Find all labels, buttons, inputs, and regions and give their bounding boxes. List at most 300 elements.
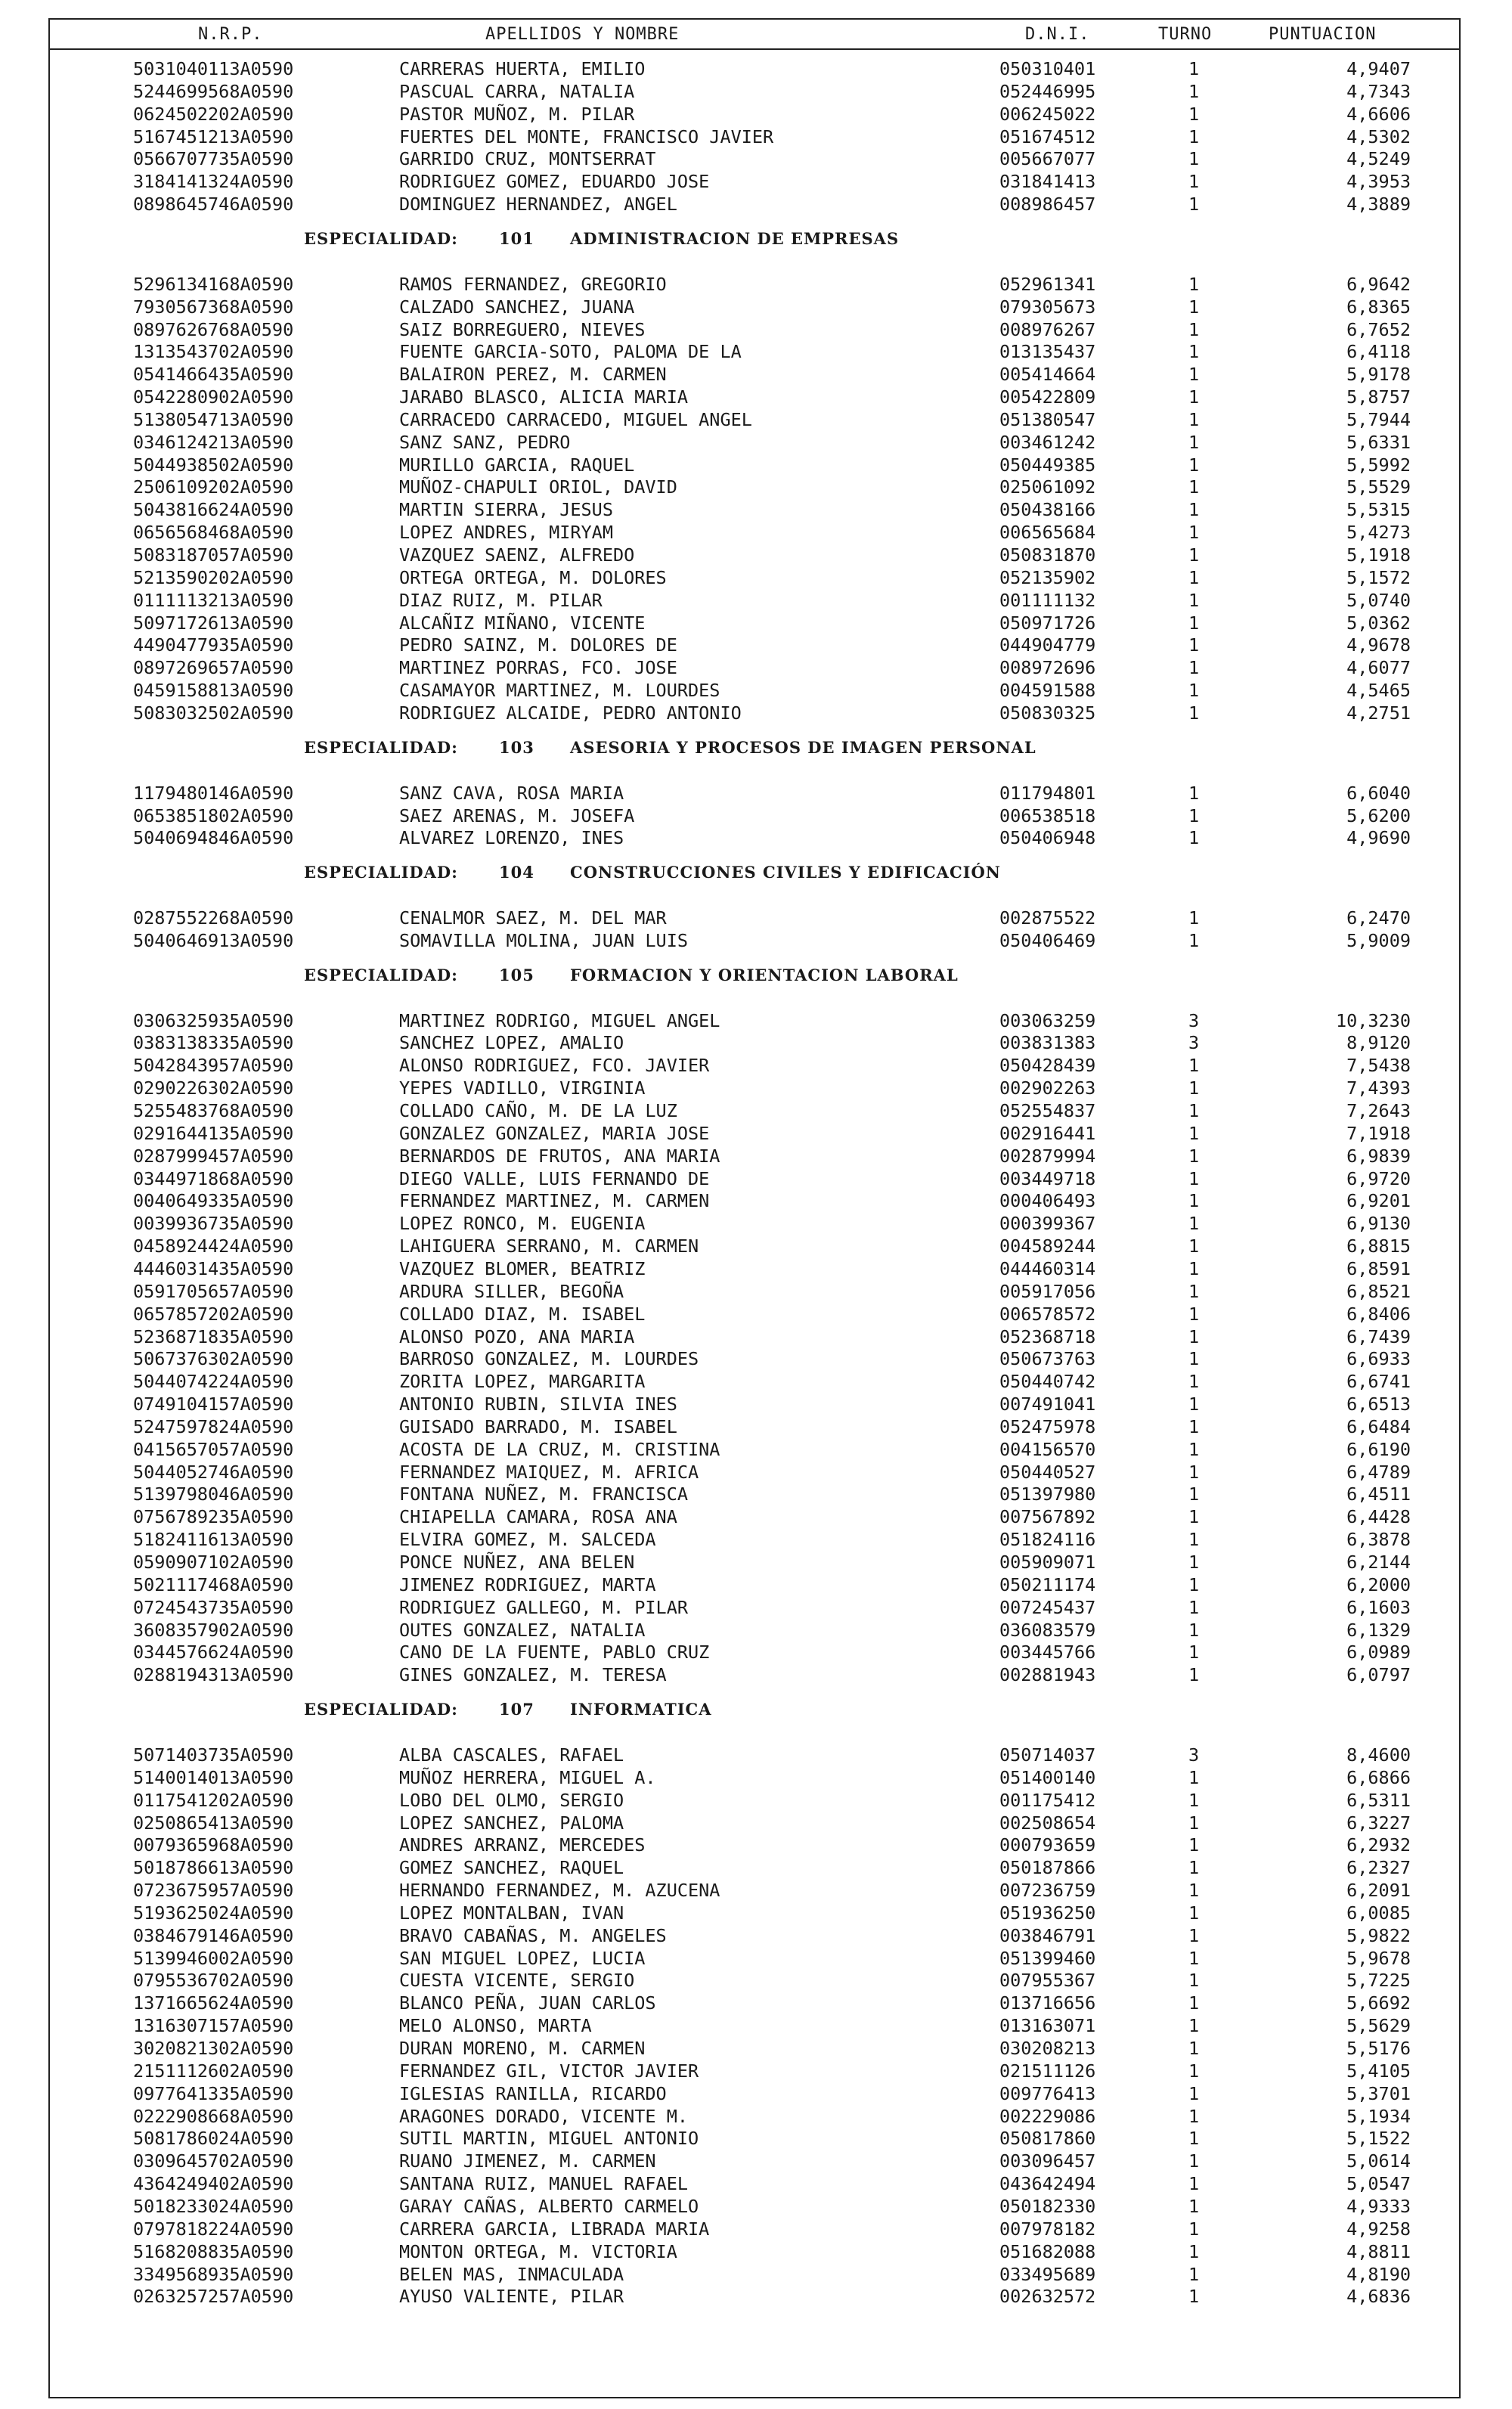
name-cell: RODRIGUEZ ALCAIDE, PEDRO ANTONIO bbox=[399, 702, 742, 724]
dni-cell: 006245022 bbox=[999, 103, 1096, 125]
turno-cell: 1 bbox=[1188, 364, 1200, 386]
nrp-cell: 1371665624A0590 bbox=[133, 1992, 294, 2014]
turno-cell: 1 bbox=[1188, 2150, 1200, 2172]
nrp-cell: 5018786613A0590 bbox=[133, 1857, 294, 1879]
dni-cell: 050440742 bbox=[999, 1371, 1096, 1393]
turno-cell: 1 bbox=[1188, 1394, 1200, 1415]
puntuacion-cell: 6,0797 bbox=[1346, 1664, 1411, 1686]
dni-cell: 009776413 bbox=[999, 2082, 1096, 2104]
header-turno: TURNO bbox=[1158, 25, 1213, 44]
nrp-cell: 0724543735A0590 bbox=[133, 1596, 294, 1618]
table-row bbox=[50, 1280, 1459, 1303]
table-row bbox=[50, 1054, 1459, 1077]
turno-cell: 1 bbox=[1188, 1552, 1200, 1573]
dni-cell: 051397980 bbox=[999, 1484, 1096, 1505]
table-row bbox=[50, 1969, 1459, 1992]
dni-cell: 051682088 bbox=[999, 2240, 1096, 2262]
turno-cell: 1 bbox=[1188, 1303, 1200, 1325]
dni-cell: 050971726 bbox=[999, 612, 1096, 634]
dni-cell: 050440527 bbox=[999, 1461, 1096, 1483]
nrp-cell: 2506109202A0590 bbox=[133, 476, 294, 498]
table-row bbox=[50, 1924, 1459, 1947]
table-row bbox=[50, 57, 1459, 80]
nrp-cell: 5067376302A0590 bbox=[133, 1348, 294, 1370]
name-cell: CASAMAYOR MARTINEZ, M. LOURDES bbox=[399, 680, 720, 702]
dni-cell: 002916441 bbox=[999, 1122, 1096, 1144]
turno-cell: 1 bbox=[1188, 296, 1200, 318]
name-cell: ELVIRA GOMEZ, M. SALCEDA bbox=[399, 1529, 656, 1551]
turno-cell: 1 bbox=[1188, 1122, 1200, 1144]
name-cell: CARRACEDO CARRACEDO, MIGUEL ANGEL bbox=[399, 408, 752, 430]
dni-cell: 013716656 bbox=[999, 1992, 1096, 2014]
nrp-cell: 3349568935A0590 bbox=[133, 2263, 294, 2285]
dni-cell: 050438166 bbox=[999, 499, 1096, 521]
dni-cell: 001175412 bbox=[999, 1789, 1096, 1811]
dni-cell: 007245437 bbox=[999, 1596, 1096, 1618]
dni-cell: 006565684 bbox=[999, 522, 1096, 544]
turno-cell: 1 bbox=[1188, 544, 1200, 566]
name-cell: MUÑOZ HERRERA, MIGUEL A. bbox=[399, 1766, 656, 1788]
nrp-cell: 0749104157A0590 bbox=[133, 1394, 294, 1415]
table-row bbox=[50, 170, 1459, 193]
dni-cell: 003461242 bbox=[999, 431, 1096, 453]
name-cell: SOMAVILLA MOLINA, JUAN LUIS bbox=[399, 929, 689, 951]
dni-cell: 008976267 bbox=[999, 318, 1096, 340]
turno-cell: 1 bbox=[1188, 1947, 1200, 1969]
puntuacion-cell: 10,3230 bbox=[1335, 1009, 1411, 1031]
turno-cell: 1 bbox=[1188, 1145, 1200, 1167]
turno-cell: 1 bbox=[1188, 1664, 1200, 1686]
name-cell: ALCAÑIZ MIÑANO, VICENTE bbox=[399, 612, 646, 634]
nrp-cell: 0383138335A0590 bbox=[133, 1032, 294, 1054]
table-row bbox=[50, 193, 1459, 215]
table-row bbox=[50, 296, 1459, 318]
nrp-cell: 0290226302A0590 bbox=[133, 1077, 294, 1099]
name-cell: FONTANA NUÑEZ, M. FRANCISCA bbox=[399, 1484, 689, 1505]
puntuacion-cell: 5,5315 bbox=[1346, 499, 1411, 521]
dni-cell: 050831870 bbox=[999, 544, 1096, 566]
turno-cell: 1 bbox=[1188, 1236, 1200, 1257]
name-cell: GARAY CAÑAS, ALBERTO CARMELO bbox=[399, 2195, 699, 2217]
dni-cell: 003096457 bbox=[999, 2150, 1096, 2172]
turno-cell: 1 bbox=[1188, 476, 1200, 498]
nrp-cell: 1313543702A0590 bbox=[133, 341, 294, 363]
turno-cell: 1 bbox=[1188, 2082, 1200, 2104]
nrp-cell: 5167451213A0590 bbox=[133, 126, 294, 147]
puntuacion-cell: 5,0740 bbox=[1346, 589, 1411, 611]
name-cell: GOMEZ SANCHEZ, RAQUEL bbox=[399, 1857, 624, 1879]
dni-cell: 006578572 bbox=[999, 1303, 1096, 1325]
turno-cell: 1 bbox=[1188, 1415, 1200, 1437]
table-row bbox=[50, 1461, 1459, 1484]
name-cell: ZORITA LOPEZ, MARGARITA bbox=[399, 1371, 646, 1393]
table-row bbox=[50, 1663, 1459, 1686]
dni-cell: 002881943 bbox=[999, 1664, 1096, 1686]
puntuacion-cell: 4,9678 bbox=[1346, 634, 1411, 656]
table-row bbox=[50, 1167, 1459, 1190]
puntuacion-cell: 5,0547 bbox=[1346, 2173, 1411, 2195]
puntuacion-cell: 4,9407 bbox=[1346, 58, 1411, 79]
table-row bbox=[50, 679, 1459, 702]
table-row bbox=[50, 1744, 1459, 1766]
dni-cell: 043642494 bbox=[999, 2173, 1096, 2195]
puntuacion-cell: 4,3953 bbox=[1346, 171, 1411, 193]
nrp-cell: 0542280902A0590 bbox=[133, 386, 294, 408]
name-cell: ANDRES ARRANZ, MERCEDES bbox=[399, 1834, 646, 1856]
dni-cell: 003831383 bbox=[999, 1032, 1096, 1054]
puntuacion-cell: 5,4273 bbox=[1346, 522, 1411, 544]
dni-cell: 007955367 bbox=[999, 1970, 1096, 1992]
section-title: CONSTRUCCIONES CIVILES Y EDIFICACIÓN bbox=[570, 863, 1001, 882]
dni-cell: 003449718 bbox=[999, 1167, 1096, 1189]
puntuacion-cell: 6,0085 bbox=[1346, 1902, 1411, 1924]
table-row bbox=[50, 1122, 1459, 1145]
turno-cell: 1 bbox=[1188, 1924, 1200, 1946]
turno-cell: 1 bbox=[1188, 566, 1200, 588]
nrp-cell: 0384679146A0590 bbox=[133, 1924, 294, 1946]
puntuacion-cell: 6,3878 bbox=[1346, 1529, 1411, 1551]
turno-cell: 1 bbox=[1188, 2286, 1200, 2308]
dni-cell: 001111132 bbox=[999, 589, 1096, 611]
dni-cell: 006538518 bbox=[999, 805, 1096, 826]
turno-cell: 1 bbox=[1188, 2015, 1200, 2037]
puntuacion-cell: 6,9130 bbox=[1346, 1213, 1411, 1235]
puntuacion-cell: 4,8190 bbox=[1346, 2263, 1411, 2285]
dni-cell: 052368718 bbox=[999, 1325, 1096, 1347]
puntuacion-cell: 7,5438 bbox=[1346, 1055, 1411, 1077]
nrp-cell: 1316307157A0590 bbox=[133, 2015, 294, 2037]
puntuacion-cell: 6,2932 bbox=[1346, 1834, 1411, 1856]
puntuacion-cell: 6,2000 bbox=[1346, 1573, 1411, 1595]
name-cell: MUÑOZ-CHAPULI ORIOL, DAVID bbox=[399, 476, 677, 498]
table-row bbox=[50, 340, 1459, 363]
puntuacion-cell: 4,6077 bbox=[1346, 657, 1411, 679]
puntuacion-cell: 5,8757 bbox=[1346, 386, 1411, 408]
nrp-cell: 5296134168A0590 bbox=[133, 273, 294, 295]
table-row bbox=[50, 498, 1459, 521]
puntuacion-cell: 5,0362 bbox=[1346, 612, 1411, 634]
puntuacion-cell: 6,7652 bbox=[1346, 318, 1411, 340]
puntuacion-cell: 6,8365 bbox=[1346, 296, 1411, 318]
dni-cell: 052446995 bbox=[999, 80, 1096, 102]
turno-cell: 3 bbox=[1188, 1032, 1200, 1054]
puntuacion-cell: 4,5465 bbox=[1346, 680, 1411, 702]
table-row bbox=[50, 1212, 1459, 1235]
turno-cell: 1 bbox=[1188, 657, 1200, 679]
puntuacion-cell: 5,5529 bbox=[1346, 476, 1411, 498]
nrp-cell: 0111113213A0590 bbox=[133, 589, 294, 611]
puntuacion-cell: 6,6866 bbox=[1346, 1766, 1411, 1788]
turno-cell: 1 bbox=[1188, 318, 1200, 340]
name-cell: MONTON ORTEGA, M. VICTORIA bbox=[399, 2240, 677, 2262]
nrp-cell: 5168208835A0590 bbox=[133, 2240, 294, 2262]
name-cell: BARROSO GONZALEZ, M. LOURDES bbox=[399, 1348, 699, 1370]
dni-cell: 011794801 bbox=[999, 782, 1096, 804]
turno-cell: 1 bbox=[1188, 408, 1200, 430]
nrp-cell: 5140014013A0590 bbox=[133, 1766, 294, 1788]
section-heading bbox=[50, 228, 1459, 250]
puntuacion-cell: 5,6200 bbox=[1346, 805, 1411, 826]
name-cell: GINES GONZALEZ, M. TERESA bbox=[399, 1664, 667, 1686]
dni-cell: 044904779 bbox=[999, 634, 1096, 656]
table-row bbox=[50, 1325, 1459, 1348]
dni-cell: 052135902 bbox=[999, 566, 1096, 588]
puntuacion-cell: 6,8521 bbox=[1346, 1280, 1411, 1302]
name-cell: DIAZ RUIZ, M. PILAR bbox=[399, 589, 603, 611]
turno-cell: 1 bbox=[1188, 907, 1200, 929]
nrp-cell: 5236871835A0590 bbox=[133, 1325, 294, 1347]
nrp-cell: 0797818224A0590 bbox=[133, 2218, 294, 2240]
name-cell: FERNANDEZ GIL, VICTOR JAVIER bbox=[399, 2060, 699, 2082]
nrp-cell: 5083187057A0590 bbox=[133, 544, 294, 566]
puntuacion-cell: 4,9258 bbox=[1346, 2218, 1411, 2240]
name-cell: ORTEGA ORTEGA, M. DOLORES bbox=[399, 566, 667, 588]
table-row bbox=[50, 656, 1459, 679]
nrp-cell: 0346124213A0590 bbox=[133, 431, 294, 453]
nrp-cell: 5182411613A0590 bbox=[133, 1529, 294, 1551]
nrp-cell: 0263257257A0590 bbox=[133, 2286, 294, 2308]
section-heading bbox=[50, 736, 1459, 759]
nrp-cell: 0117541202A0590 bbox=[133, 1789, 294, 1811]
turno-cell: 1 bbox=[1188, 1257, 1200, 1279]
name-cell: ARDURA SILLER, BEGOÑA bbox=[399, 1280, 624, 1302]
turno-cell: 1 bbox=[1188, 1167, 1200, 1189]
puntuacion-cell: 6,4118 bbox=[1346, 341, 1411, 363]
table-row bbox=[50, 1528, 1459, 1551]
table-row bbox=[50, 826, 1459, 849]
name-cell: CARRERAS HUERTA, EMILIO bbox=[399, 58, 646, 79]
puntuacion-cell: 6,6741 bbox=[1346, 1371, 1411, 1393]
dni-cell: 030208213 bbox=[999, 2038, 1096, 2059]
puntuacion-cell: 6,1603 bbox=[1346, 1596, 1411, 1618]
nrp-cell: 0415657057A0590 bbox=[133, 1438, 294, 1460]
puntuacion-cell: 6,6484 bbox=[1346, 1415, 1411, 1437]
table-row bbox=[50, 2037, 1459, 2060]
turno-cell: 1 bbox=[1188, 522, 1200, 544]
name-cell: CARRERA GARCIA, LIBRADA MARIA bbox=[399, 2218, 710, 2240]
table-row bbox=[50, 1145, 1459, 1167]
name-cell: LOPEZ ANDRES, MIRYAM bbox=[399, 522, 613, 544]
dni-cell: 025061092 bbox=[999, 476, 1096, 498]
table-row bbox=[50, 1415, 1459, 1438]
puntuacion-cell: 4,5249 bbox=[1346, 148, 1411, 170]
nrp-cell: 0306325935A0590 bbox=[133, 1009, 294, 1031]
turno-cell: 1 bbox=[1188, 80, 1200, 102]
section-heading bbox=[50, 861, 1459, 884]
puntuacion-cell: 6,4428 bbox=[1346, 1506, 1411, 1528]
nrp-cell: 7930567368A0590 bbox=[133, 296, 294, 318]
puntuacion-cell: 5,1522 bbox=[1346, 2128, 1411, 2150]
dni-cell: 050673763 bbox=[999, 1348, 1096, 1370]
dni-cell: 007978182 bbox=[999, 2218, 1096, 2240]
table-row bbox=[50, 782, 1459, 805]
section-label: ESPECIALIDAD: bbox=[304, 228, 458, 248]
table-row bbox=[50, 147, 1459, 170]
name-cell: FUENTE GARCIA-SOTO, PALOMA DE LA bbox=[399, 341, 742, 363]
nrp-cell: 0898645746A0590 bbox=[133, 194, 294, 215]
dni-cell: 033495689 bbox=[999, 2263, 1096, 2285]
nrp-cell: 0977641335A0590 bbox=[133, 2082, 294, 2104]
table-header bbox=[50, 20, 1459, 50]
nrp-cell: 4364249402A0590 bbox=[133, 2173, 294, 2195]
turno-cell: 1 bbox=[1188, 2240, 1200, 2262]
nrp-cell: 0079365968A0590 bbox=[133, 1834, 294, 1856]
dni-cell: 000399367 bbox=[999, 1213, 1096, 1235]
puntuacion-cell: 6,2144 bbox=[1346, 1552, 1411, 1573]
puntuacion-cell: 4,6836 bbox=[1346, 2286, 1411, 2308]
dni-cell: 051380547 bbox=[999, 408, 1096, 430]
table-row bbox=[50, 1303, 1459, 1325]
name-cell: LOBO DEL OLMO, SERGIO bbox=[399, 1789, 624, 1811]
nrp-cell: 0795536702A0590 bbox=[133, 1970, 294, 1992]
table-row bbox=[50, 1551, 1459, 1573]
dni-cell: 050211174 bbox=[999, 1573, 1096, 1595]
nrp-cell: 5083032502A0590 bbox=[133, 702, 294, 724]
nrp-cell: 0657857202A0590 bbox=[133, 1303, 294, 1325]
name-cell: BALAIRON PEREZ, M. CARMEN bbox=[399, 364, 667, 386]
turno-cell: 1 bbox=[1188, 1484, 1200, 1505]
name-cell: RAMOS FERNANDEZ, GREGORIO bbox=[399, 273, 667, 295]
nrp-cell: 3608357902A0590 bbox=[133, 1619, 294, 1641]
name-cell: ALBA CASCALES, RAFAEL bbox=[399, 1744, 624, 1766]
turno-cell: 1 bbox=[1188, 1834, 1200, 1856]
puntuacion-cell: 5,6331 bbox=[1346, 431, 1411, 453]
puntuacion-cell: 6,6190 bbox=[1346, 1438, 1411, 1460]
header-dni: D.N.I. bbox=[1025, 25, 1090, 44]
puntuacion-cell: 8,9120 bbox=[1346, 1032, 1411, 1054]
header-nrp: N.R.P. bbox=[198, 25, 263, 44]
nrp-cell: 3184141324A0590 bbox=[133, 171, 294, 193]
table-row bbox=[50, 805, 1459, 827]
dni-cell: 036083579 bbox=[999, 1619, 1096, 1641]
nrp-cell: 0309645702A0590 bbox=[133, 2150, 294, 2172]
dni-cell: 051936250 bbox=[999, 1902, 1096, 1924]
dni-cell: 051824116 bbox=[999, 1529, 1096, 1551]
name-cell: IGLESIAS RANILLA, RICARDO bbox=[399, 2082, 667, 2104]
turno-cell: 1 bbox=[1188, 2218, 1200, 2240]
turno-cell: 1 bbox=[1188, 2173, 1200, 2195]
name-cell: AYUSO VALIENTE, PILAR bbox=[399, 2286, 624, 2308]
name-cell: COLLADO DIAZ, M. ISABEL bbox=[399, 1303, 646, 1325]
nrp-cell: 5018233024A0590 bbox=[133, 2195, 294, 2217]
name-cell: RODRIGUEZ GOMEZ, EDUARDO JOSE bbox=[399, 171, 710, 193]
puntuacion-cell: 7,1918 bbox=[1346, 1122, 1411, 1144]
name-cell: RUANO JIMENEZ, M. CARMEN bbox=[399, 2150, 656, 2172]
nrp-cell: 0723675957A0590 bbox=[133, 1880, 294, 1902]
puntuacion-cell: 5,1934 bbox=[1346, 2105, 1411, 2127]
name-cell: COLLADO CAÑO, M. DE LA LUZ bbox=[399, 1100, 677, 1121]
nrp-cell: 2151112602A0590 bbox=[133, 2060, 294, 2082]
table-row bbox=[50, 386, 1459, 408]
name-cell: DOMINGUEZ HERNANDEZ, ANGEL bbox=[399, 194, 677, 215]
table-row bbox=[50, 80, 1459, 103]
nrp-cell: 0040649335A0590 bbox=[133, 1190, 294, 1212]
dni-cell: 003063259 bbox=[999, 1009, 1096, 1031]
dni-cell: 005667077 bbox=[999, 148, 1096, 170]
dni-cell: 021511126 bbox=[999, 2060, 1096, 2082]
nrp-cell: 5139946002A0590 bbox=[133, 1947, 294, 1969]
dni-cell: 050817860 bbox=[999, 2128, 1096, 2150]
puntuacion-cell: 6,5311 bbox=[1346, 1789, 1411, 1811]
table-row bbox=[50, 454, 1459, 476]
name-cell: RODRIGUEZ GALLEGO, M. PILAR bbox=[399, 1596, 689, 1618]
dni-cell: 005909071 bbox=[999, 1552, 1096, 1573]
table-row bbox=[50, 1505, 1459, 1528]
section-title: INFORMATICA bbox=[570, 1700, 712, 1719]
nrp-cell: 4446031435A0590 bbox=[133, 1257, 294, 1279]
puntuacion-cell: 6,2327 bbox=[1346, 1857, 1411, 1879]
nrp-cell: 0624502202A0590 bbox=[133, 103, 294, 125]
dni-cell: 044460314 bbox=[999, 1257, 1096, 1279]
turno-cell: 1 bbox=[1188, 126, 1200, 147]
puntuacion-cell: 6,8591 bbox=[1346, 1257, 1411, 1279]
puntuacion-cell: 5,5629 bbox=[1346, 2015, 1411, 2037]
table-row bbox=[50, 2172, 1459, 2195]
puntuacion-cell: 5,4105 bbox=[1346, 2060, 1411, 2082]
puntuacion-cell: 5,0614 bbox=[1346, 2150, 1411, 2172]
turno-cell: 1 bbox=[1188, 1100, 1200, 1121]
name-cell: FERNANDEZ MAIQUEZ, M. AFRICA bbox=[399, 1461, 699, 1483]
dni-cell: 013163071 bbox=[999, 2015, 1096, 2037]
puntuacion-cell: 6,9720 bbox=[1346, 1167, 1411, 1189]
dni-cell: 051400140 bbox=[999, 1766, 1096, 1788]
puntuacion-cell: 6,6040 bbox=[1346, 782, 1411, 804]
turno-cell: 1 bbox=[1188, 1596, 1200, 1618]
dni-cell: 052554837 bbox=[999, 1100, 1096, 1121]
dni-cell: 005422809 bbox=[999, 386, 1096, 408]
puntuacion-cell: 4,3889 bbox=[1346, 194, 1411, 215]
nrp-cell: 0653851802A0590 bbox=[133, 805, 294, 826]
turno-cell: 1 bbox=[1188, 1573, 1200, 1595]
dni-cell: 050406469 bbox=[999, 929, 1096, 951]
turno-cell: 1 bbox=[1188, 2195, 1200, 2217]
nrp-cell: 5139798046A0590 bbox=[133, 1484, 294, 1505]
name-cell: MARTINEZ RODRIGO, MIGUEL ANGEL bbox=[399, 1009, 720, 1031]
dni-cell: 002508654 bbox=[999, 1812, 1096, 1834]
puntuacion-cell: 8,4600 bbox=[1346, 1744, 1411, 1766]
puntuacion-cell: 5,9009 bbox=[1346, 929, 1411, 951]
table-row bbox=[50, 1641, 1459, 1663]
nrp-cell: 5255483768A0590 bbox=[133, 1100, 294, 1121]
table-row bbox=[50, 1766, 1459, 1789]
section-label: ESPECIALIDAD: bbox=[304, 1700, 458, 1719]
dni-cell: 079305673 bbox=[999, 296, 1096, 318]
table-row bbox=[50, 612, 1459, 634]
table-row bbox=[50, 907, 1459, 929]
turno-cell: 1 bbox=[1188, 1642, 1200, 1663]
puntuacion-cell: 6,1329 bbox=[1346, 1619, 1411, 1641]
table-row bbox=[50, 1393, 1459, 1415]
name-cell: JIMENEZ RODRIGUEZ, MARTA bbox=[399, 1573, 656, 1595]
nrp-cell: 4490477935A0590 bbox=[133, 634, 294, 656]
table-row bbox=[50, 2105, 1459, 2128]
table-row bbox=[50, 1009, 1459, 1032]
turno-cell: 1 bbox=[1188, 1280, 1200, 1302]
dni-cell: 000406493 bbox=[999, 1190, 1096, 1212]
name-cell: ALONSO RODRIGUEZ, FCO. JAVIER bbox=[399, 1055, 710, 1077]
nrp-cell: 0590907102A0590 bbox=[133, 1552, 294, 1573]
turno-cell: 1 bbox=[1188, 2263, 1200, 2285]
table-row bbox=[50, 1834, 1459, 1856]
nrp-cell: 5097172613A0590 bbox=[133, 612, 294, 634]
name-cell: ANTONIO RUBIN, SILVIA INES bbox=[399, 1394, 677, 1415]
turno-cell: 1 bbox=[1188, 589, 1200, 611]
dni-cell: 007236759 bbox=[999, 1880, 1096, 1902]
name-cell: LOPEZ MONTALBAN, IVAN bbox=[399, 1902, 624, 1924]
table-row bbox=[50, 2195, 1459, 2218]
name-cell: YEPES VADILLO, VIRGINIA bbox=[399, 1077, 646, 1099]
section-heading bbox=[50, 1698, 1459, 1721]
